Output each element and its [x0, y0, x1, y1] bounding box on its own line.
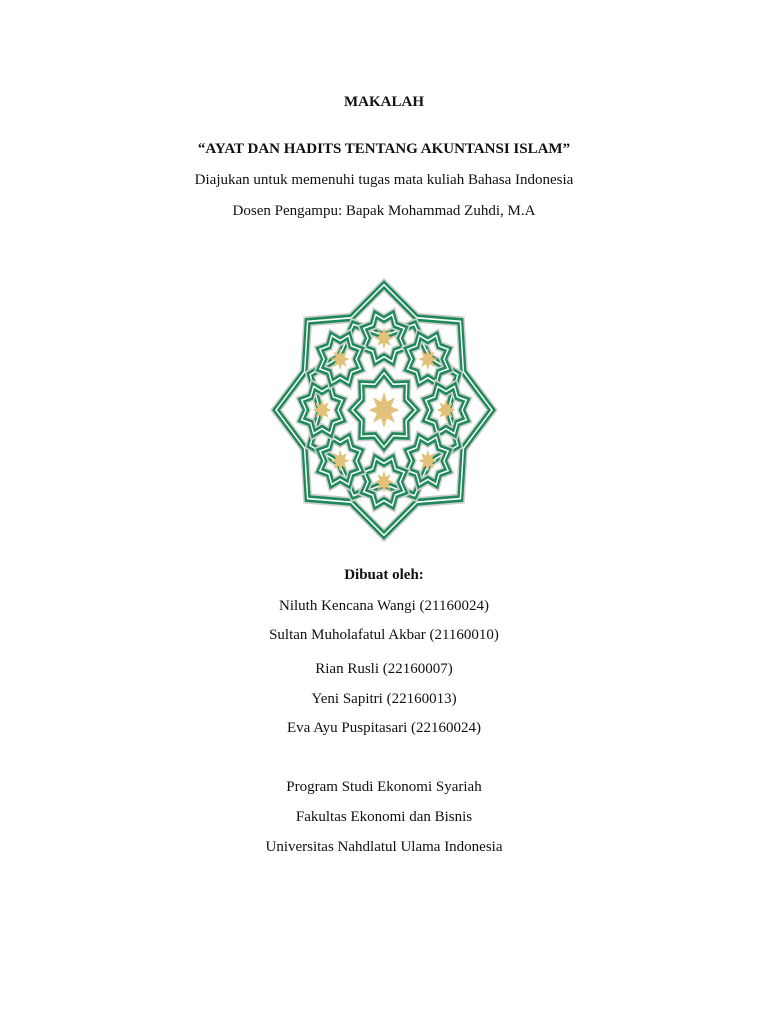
center-gold-star: [370, 394, 398, 426]
faculty-name: Fakultas Ekonomi dan Bisnis: [295, 809, 473, 825]
author-item: Niluth Kencana Wangi (21160024): [279, 598, 489, 614]
satellite-gold-star: [314, 401, 330, 420]
document-purpose: Diajukan untuk memenuhi tugas mata kuliah Bahasa Indonesia: [194, 172, 574, 188]
program-name: Program Studi Ekonomi Syariah: [286, 779, 482, 795]
satellite-gold-star: [420, 452, 436, 471]
islamic-star-ornament-icon: [256, 262, 512, 558]
document-title: “AYAT DAN HADITS TENTANG AKUNTANSI ISLAM”: [197, 141, 571, 157]
authors-heading: Dibuat oleh:: [344, 567, 424, 583]
lecturer-line: Dosen Pengampu: Bapak Mohammad Zuhdi, M.A: [232, 203, 536, 219]
satellite-gold-star: [376, 329, 392, 348]
satellite-gold-star: [420, 350, 436, 369]
satellite-gold-star: [332, 452, 348, 471]
author-item: Yeni Sapitri (22160013): [311, 691, 457, 707]
document-heading: MAKALAH: [344, 94, 424, 110]
author-item: Sultan Muholafatul Akbar (21160010): [269, 627, 499, 643]
satellite-gold-star: [376, 473, 392, 492]
university-name: Universitas Nahdlatul Ulama Indonesia: [265, 839, 503, 855]
author-item: Eva Ayu Puspitasari (22160024): [286, 720, 482, 736]
satellite-gold-star: [332, 350, 348, 369]
author-item: Rian Rusli (22160007): [315, 661, 453, 677]
satellite-gold-star: [438, 401, 454, 420]
